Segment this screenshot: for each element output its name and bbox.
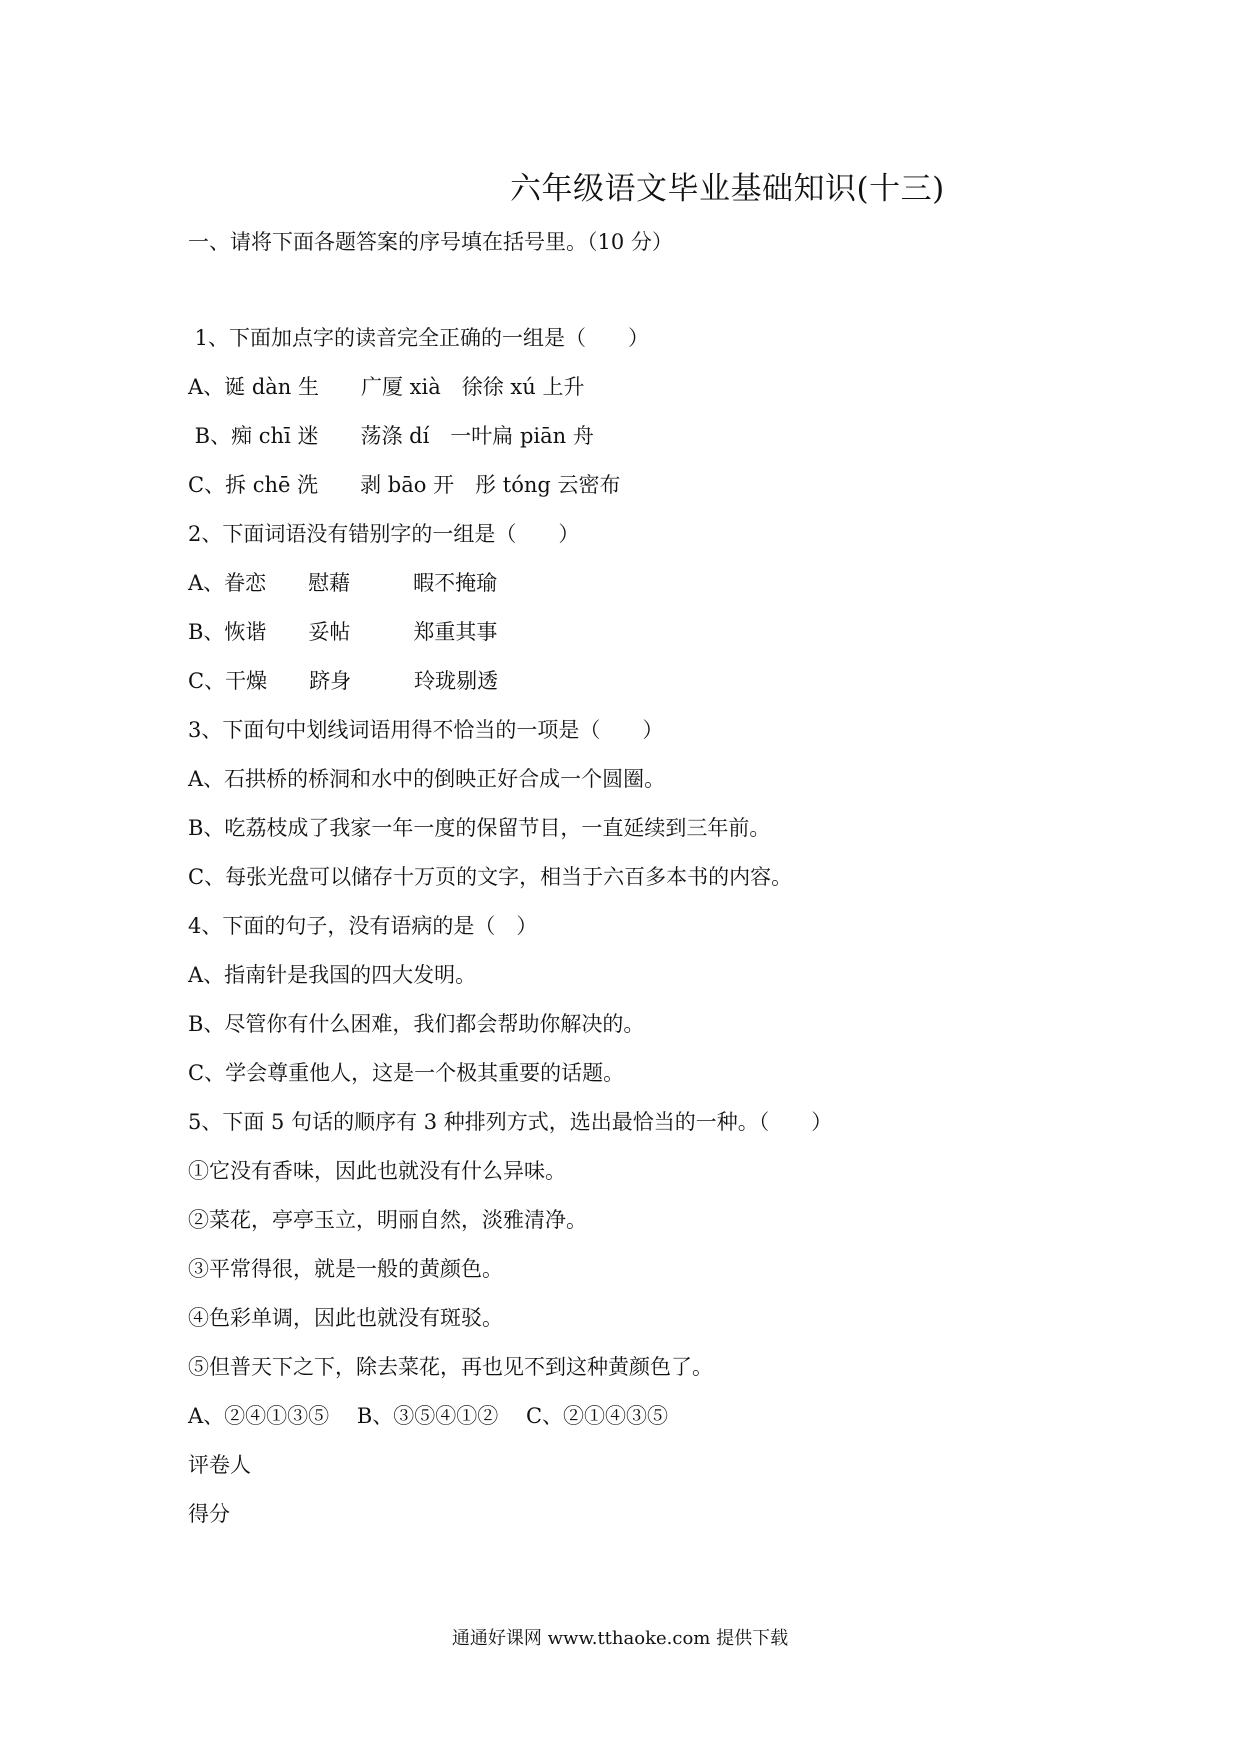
question-5-sentence-3: ③平常得很，就是一般的黄颜色。 [188, 1257, 503, 1281]
document-title: 六年级语文毕业基础知识(十三) [510, 171, 945, 207]
question-2-option-a: A、眷恋 慰藉 暇不掩瑜 [188, 571, 498, 595]
question-3-option-b: B、吃荔枝成了我家一年一度的保留节目，一直延续到三年前。 [188, 816, 771, 840]
question-5-sentence-1: ①它没有香味，因此也就没有什么异味。 [188, 1159, 566, 1183]
question-5-sentence-5: ⑤但普天下之下，除去菜花，再也见不到这种黄颜色了。 [188, 1355, 713, 1379]
section-heading: 一、请将下面各题答案的序号填在括号里。（10 分） [188, 230, 673, 254]
question-4-option-a: A、指南针是我国的四大发明。 [188, 963, 477, 987]
question-3-option-c: C、每张光盘可以储存十万页的文字，相当于六百多本书的内容。 [188, 865, 793, 889]
question-5-sentence-4: ④色彩单调，因此也就没有斑驳。 [188, 1306, 503, 1330]
question-4-option-c: C、学会尊重他人，这是一个极其重要的话题。 [188, 1061, 625, 1085]
question-1-stem: 1、下面加点字的读音完全正确的一组是（ ） [188, 326, 650, 350]
page-footer: 通通好课网 www.tthaoke.com 提供下载 [451, 1628, 789, 1649]
question-3-option-a: A、石拱桥的桥洞和水中的倒映正好合成一个圆圈。 [188, 767, 666, 791]
grader-label: 评卷人 [188, 1453, 251, 1477]
question-5-sentence-2: ②菜花，亭亭玉立，明丽自然，淡雅清净。 [188, 1208, 587, 1232]
question-list [188, 318, 832, 1543]
question-1-option-b: B、痴 chī 迷 荡涤 dí 一叶扁 piān 舟 [188, 424, 594, 448]
question-1-option-c: C、拆 chē 洗 剥 bāo 开 彤 tóng 云密布 [188, 473, 621, 497]
score-label: 得分 [188, 1502, 230, 1526]
question-2-option-c: C、干燥 跻身 玲珑剔透 [188, 669, 499, 693]
question-4-option-b: B、尽管你有什么困难，我们都会帮助你解决的。 [188, 1012, 645, 1036]
question-5-stem: 5、下面 5 句话的顺序有 3 种排列方式，选出最恰当的一种。（ ） [188, 1110, 833, 1134]
question-5-options: A、②④①③⑤ B、③⑤④①② C、②①④③⑤ [188, 1404, 669, 1428]
question-2-option-b: B、恢谐 妥帖 郑重其事 [188, 620, 498, 644]
question-3-stem: 3、下面句中划线词语用得不恰当的一项是（ ） [188, 718, 664, 742]
question-4-stem: 4、下面的句子，没有语病的是（ ） [188, 914, 538, 938]
question-1-option-a: A、诞 dàn 生 广厦 xià 徐徐 xú 上升 [188, 375, 585, 399]
question-2-stem: 2、下面词语没有错别字的一组是（ ） [188, 522, 580, 546]
